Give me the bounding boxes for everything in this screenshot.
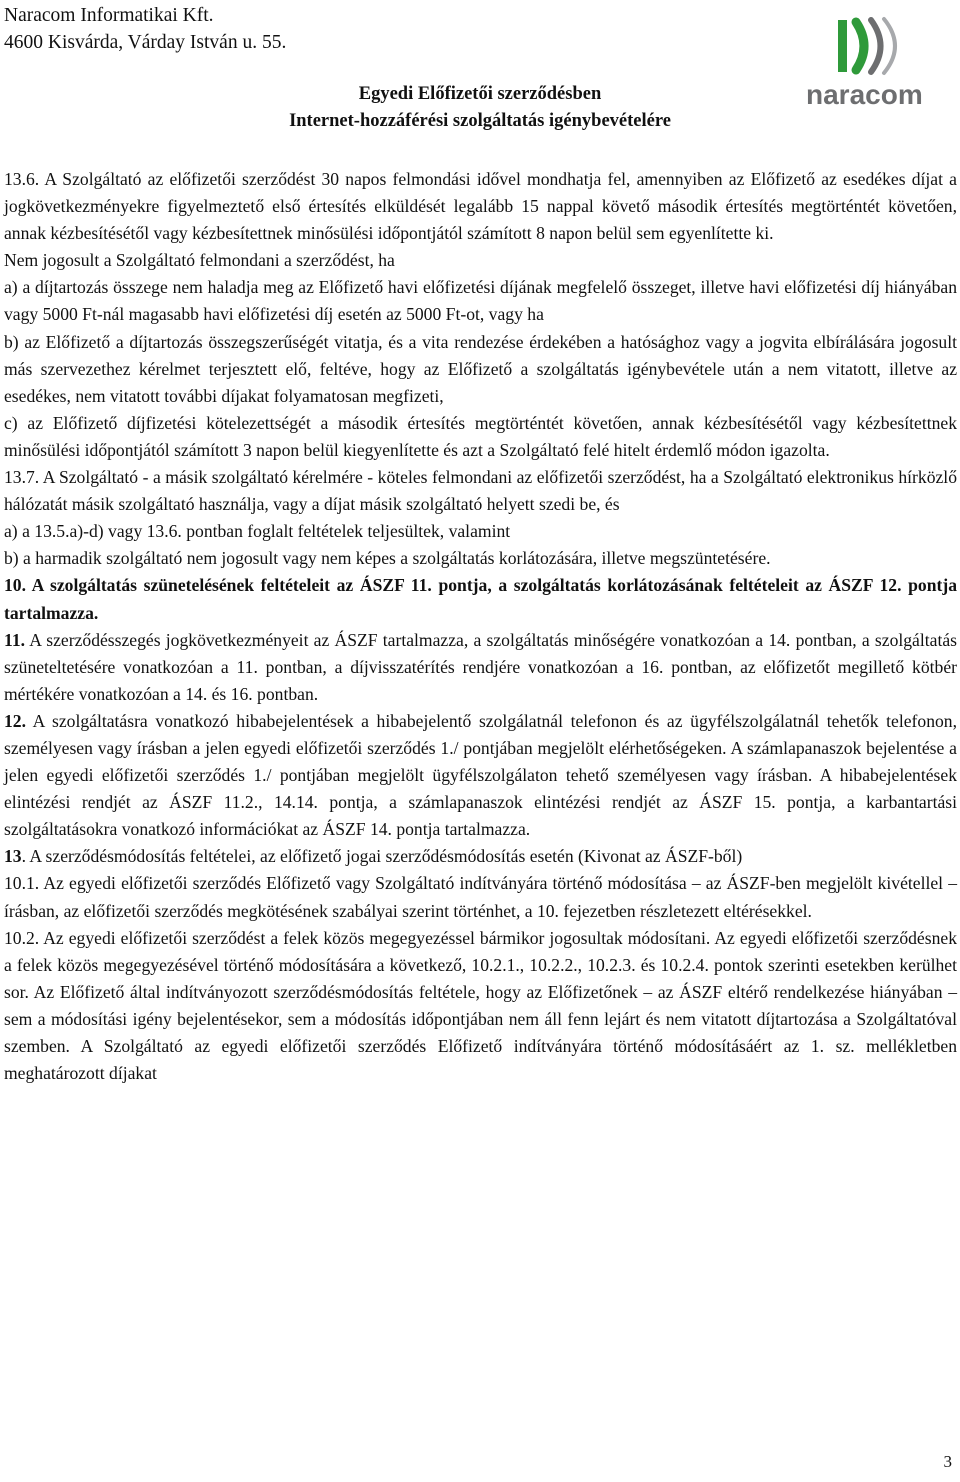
document-title-line-1: Egyedi Előfizetői szerződésben [358, 84, 602, 104]
paragraph-no-termination-intro: Nem jogosult a Szolgáltató felmondani a szerződést, ha [4, 250, 395, 271]
page-number: 3 [943, 1452, 952, 1471]
paragraph-13-7-a: a) a 13.5.a)-d) vagy 13.6. pontban foglalt feltételek teljesültek, valamint [4, 521, 511, 542]
section-12-text: A szolgáltatásra vonatkozó hibabejelentések a hibabejelentő szolgálatnál telefonon és az ügyfélszolgálatnál tehetők telefonon, személyesen vagy írásban a jelen egyedi előfizetői szerződés 1./ pontjában megjelölt elérhetőségeken. A számlapanaszok bejelentése a jelen egyedi előfizetői szerződés 1./ pontjában megjelölt ügyfélszolgálaton tehető személyesen vagy írásban. A hibabejelentések elintézési rendjét az ÁSZF 11.2., 14.14. pontja, a számlapanaszok elintézési rendjét az ÁSZF 15. pontja, a karbantartási szolgáltatásokra vonatkozó információkat az ÁSZF 14. pontja tartalmazza. [4, 710, 957, 840]
paragraph-10-1: 10.1. Az egyedi előfizetői szerződés Előfizető vagy Szolgáltató indítványára történő módosítása – az ÁSZF-ben megjelölt kivétellel – írásban, az előfizetői szerződés megkötésének szabályai szerint történhet, a 10. fejezetben részletezett eltérésekkel. [4, 873, 957, 921]
naracom-logo [800, 12, 935, 112]
logo-wordmark: naracom [806, 79, 923, 110]
document-title-line-2: Internet-hozzáférési szolgáltatás igénybevételére [289, 111, 671, 131]
company-name: Naracom Informatikai Kft. [4, 5, 214, 26]
section-12-number: 12. [4, 710, 26, 731]
naracom-signal-logo-icon [838, 19, 895, 73]
section-11-number: 11. [4, 629, 26, 650]
paragraph-10-2: 10.2. Az egyedi előfizetői szerződést a felek közös megegyezéssel bármikor jogosultak módosítani. Az egyedi előfizetői szerződésnek a felek közös megegyezésével történő módosítására a következő, 10.2.1., 10.2.2., 10.2.3. és 10.2.4. pontok szerinti esetekben kerülhet sor. Az Előfizető által indítványozott szerződésmódosítás feltétele, hogy az Előfizetőnek – az ÁSZF eltérő rendelkezése hiányában – sem a módosítási igény bejelentésekor, sem a módosítás időpontjában nem áll fenn lejárt és nem vitatott díjtartozása a Szolgáltatóval szemben. A Szolgáltató az egyedi előfizetői szerződés Előfizető indítványára történő módosításáért az 1. sz. mellékletben meghatározott díjakat [4, 927, 957, 1084]
company-address: 4600 Kisvárda, Várday István u. 55. [4, 32, 287, 53]
paragraph-condition-a: a) a díjtartozás összege nem haladja meg az Előfizető havi előfizetési díjának megfelelő összeget, illetve havi előfizetési díj hiányában vagy 5000 Ft-nál magasabb havi előfizetési díj esetén az 5000 Ft-ot, vagy ha [4, 277, 957, 325]
section-11-text: A szerződésszegés jogkövetkezményeit az ÁSZF tartalmazza, a szolgáltatás minőségére vonatkozóan a 14. pontban, a szolgáltatás szüneteltetésére vonatkozóan a 11. pontban, a díjvisszatérítés rendjére vonatkozóan a 16. pontban, az előfizetőt megillető kötbér mértékére vonatkozóan a 14. és 16. pontban. [4, 629, 957, 704]
page-header [0, 0, 960, 160]
section-13-text: . A szerződésmódosítás feltételei, az előfizető jogai szerződésmódosítás esetén (Kivonat az ÁSZF-ből) [21, 846, 743, 867]
section-13-number: 13 [4, 846, 22, 867]
paragraph-condition-b: b) az Előfizető a díjtartozás összegszerűségét vitatja, és a vita rendezése érdekében a hatósághoz vagy a jogvita elbírálására jogosult más szervezethez kérelmet terjesztett elő, feltéve, hogy az Előfizető a szolgáltatás igénybevétele után a nem vitatott, illetve az esedékes, nem vitatott további díjakat folyamatosan megfizeti, [4, 331, 957, 406]
paragraph-13-7: 13.7. A Szolgáltató - a másik szolgáltató kérelmére - köteles felmondani az előfizetői szerződést, ha a Szolgáltató elektronikus hírközlő hálózatát másik szolgáltató használja, vagy a díjat másik szolgáltató helyett szedi be, és [4, 467, 957, 515]
section-11-paragraph [4, 627, 957, 708]
paragraph-condition-c: c) az Előfizető díjfizetési kötelezettségét a második értesítés megtörténtét követően, annak kézbesítésétől vagy kézbesítettnek minősülési időpontjától számított 3 napon belül kiegyenlítette és azt a Szolgáltató felé hitelt érdemlő módon igazolta. [4, 412, 957, 460]
document-body [4, 166, 957, 1087]
section-12-paragraph [4, 708, 957, 843]
paragraph-13-7-b: b) a harmadik szolgáltató nem jogosult vagy nem képes a szolgáltatás korlátozására, illetve megszüntetésére. [4, 548, 771, 569]
section-13-paragraph [4, 843, 957, 870]
paragraph-13-6: 13.6. A Szolgáltató az előfizetői szerződést 30 napos felmondási idővel mondhatja fel, amennyiben az Előfizető az esedékes díjat a jogkövetkezményekre figyelmeztető első értesítés elküldését legalább 15 nappal követő második értesítés megtörténtét követően, annak kézbesítésétől vagy kézbesítettnek minősülési időpontjától számított 8 napon belül sem egyenlítette ki. [4, 169, 957, 244]
section-10-heading: 10. A szolgáltatás szünetelésének feltételeit az ÁSZF 11. pontja, a szolgáltatás korlátozásának feltételeit az ÁSZF 12. pontja tartalmazza. [4, 575, 957, 623]
